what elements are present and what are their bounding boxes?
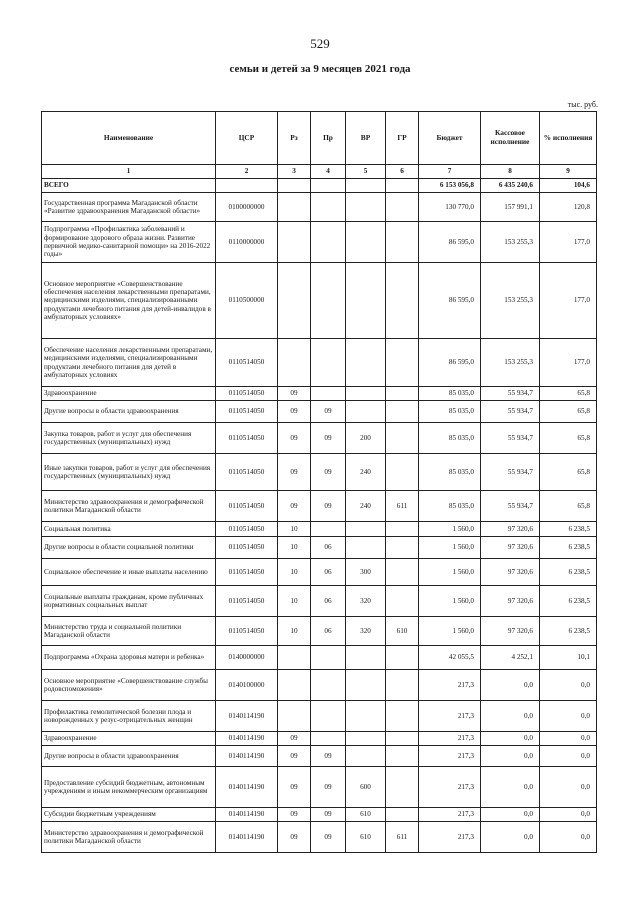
row-name-cell: Социальная политика — [42, 522, 216, 537]
row-gr-cell — [386, 522, 419, 537]
header-row — [42, 112, 597, 165]
row-pct-cell: 6 238,5 — [540, 522, 597, 537]
page-number: 529 — [310, 36, 330, 51]
row-rz-cell — [278, 179, 311, 193]
row-budget-cell: 85 035,0 — [419, 423, 481, 454]
table-row — [42, 646, 597, 670]
row-pct-cell: 6 238,5 — [540, 617, 597, 646]
row-cash-cell: 55 934,7 — [481, 454, 540, 491]
row-budget-cell: 86 595,0 — [419, 222, 481, 263]
row-vr-cell — [346, 387, 386, 401]
row-gr-cell — [386, 670, 419, 701]
row-name-cell: Другие вопросы в области здравоохранения — [42, 401, 216, 423]
row-pct-cell: 0,0 — [540, 701, 597, 732]
row-pct-cell: 0,0 — [540, 746, 597, 767]
row-name-cell: Закупка товаров, работ и услуг для обеспечения государственных (муниципальных) нужд — [42, 423, 216, 454]
row-name-cell: Другие вопросы в области здравоохранения — [42, 746, 216, 767]
row-cash-cell: 4 252,1 — [481, 646, 540, 670]
row-gr-cell — [386, 454, 419, 491]
table-row — [42, 732, 597, 746]
table-row — [42, 586, 597, 617]
row-rz-cell — [278, 222, 311, 263]
row-csr-cell: 0110000000 — [216, 222, 278, 263]
table-row — [42, 559, 597, 586]
row-vr-cell — [346, 222, 386, 263]
row-pct-cell: 177,0 — [540, 222, 597, 263]
row-gr-cell — [386, 767, 419, 808]
col-number: 2 — [216, 165, 278, 179]
row-name-cell: Профилактика гемолитической болезни плода и новорожденных у резус-отрицательных женщин — [42, 701, 216, 732]
row-cash-cell: 0,0 — [481, 822, 540, 853]
row-vr-cell — [346, 179, 386, 193]
row-name-cell: Социальные выплаты гражданам, кроме публичных нормативных социальных выплат — [42, 586, 216, 617]
report-table-container — [41, 111, 597, 853]
row-pct-cell: 177,0 — [540, 263, 597, 339]
row-pr-cell: 06 — [311, 537, 346, 559]
row-pr-cell: 09 — [311, 454, 346, 491]
table-row — [42, 222, 597, 263]
row-csr-cell: 0140100000 — [216, 670, 278, 701]
col-header-vr: ВР — [346, 112, 386, 165]
row-budget-cell: 86 595,0 — [419, 263, 481, 339]
col-header-pr: Пр — [311, 112, 346, 165]
table-row — [42, 454, 597, 491]
row-csr-cell — [216, 179, 278, 193]
row-cash-cell: 55 934,7 — [481, 423, 540, 454]
row-pr-cell — [311, 701, 346, 732]
row-budget-cell: 217,3 — [419, 670, 481, 701]
row-csr-cell: 0110514050 — [216, 423, 278, 454]
row-budget-cell: 217,3 — [419, 732, 481, 746]
row-budget-cell: 1 560,0 — [419, 586, 481, 617]
row-csr-cell: 0110514050 — [216, 586, 278, 617]
row-pr-cell — [311, 339, 346, 387]
row-csr-cell: 0140114190 — [216, 732, 278, 746]
row-rz-cell: 10 — [278, 537, 311, 559]
row-gr-cell — [386, 179, 419, 193]
table-row — [42, 193, 597, 222]
row-rz-cell: 09 — [278, 822, 311, 853]
col-number: 7 — [419, 165, 481, 179]
row-rz-cell — [278, 193, 311, 222]
row-csr-cell: 0110514050 — [216, 491, 278, 522]
row-rz-cell: 09 — [278, 767, 311, 808]
table-row — [42, 522, 597, 537]
table-row — [42, 401, 597, 423]
row-cash-cell: 6 435 240,6 — [481, 179, 540, 193]
row-cash-cell: 153 255,3 — [481, 339, 540, 387]
col-number: 4 — [311, 165, 346, 179]
row-pct-cell: 65,8 — [540, 491, 597, 522]
row-csr-cell: 0110514050 — [216, 559, 278, 586]
row-vr-cell: 600 — [346, 767, 386, 808]
row-gr-cell — [386, 263, 419, 339]
row-vr-cell: 240 — [346, 454, 386, 491]
row-budget-cell: 1 560,0 — [419, 559, 481, 586]
row-cash-cell: 55 934,7 — [481, 491, 540, 522]
row-vr-cell: 610 — [346, 808, 386, 822]
table-body — [42, 165, 597, 853]
row-csr-cell: 0110514050 — [216, 454, 278, 491]
col-header-pct: % исполнения — [540, 112, 597, 165]
row-gr-cell — [386, 808, 419, 822]
row-cash-cell: 97 320,6 — [481, 522, 540, 537]
row-pct-cell: 0,0 — [540, 822, 597, 853]
row-rz-cell: 10 — [278, 617, 311, 646]
row-name-cell: ВСЕГО — [42, 179, 216, 193]
row-name-cell: Здравоохранение — [42, 732, 216, 746]
row-pr-cell — [311, 646, 346, 670]
row-gr-cell — [386, 423, 419, 454]
row-csr-cell: 0110514050 — [216, 522, 278, 537]
row-vr-cell: 200 — [346, 423, 386, 454]
row-rz-cell: 09 — [278, 746, 311, 767]
row-name-cell: Основное мероприятие «Совершенствование обеспечения населения лекарственными препаратами, медицинскими изделиями, специализированными продуктами лечебного питания для детей-инвалидов в амбулаторных условиях» — [42, 263, 216, 339]
row-vr-cell — [346, 522, 386, 537]
row-vr-cell: 240 — [346, 491, 386, 522]
row-cash-cell: 0,0 — [481, 746, 540, 767]
row-cash-cell: 0,0 — [481, 808, 540, 822]
row-vr-cell — [346, 701, 386, 732]
row-pct-cell: 104,6 — [540, 179, 597, 193]
row-vr-cell — [346, 401, 386, 423]
col-number: 6 — [386, 165, 419, 179]
row-budget-cell: 217,3 — [419, 808, 481, 822]
row-pr-cell — [311, 179, 346, 193]
row-budget-cell: 6 153 056,8 — [419, 179, 481, 193]
col-header-csr: ЦСР — [216, 112, 278, 165]
row-pr-cell — [311, 193, 346, 222]
row-csr-cell: 0140000000 — [216, 646, 278, 670]
row-name-cell: Министерство труда и социальной политики Магаданской области — [42, 617, 216, 646]
table-row — [42, 746, 597, 767]
row-cash-cell: 55 934,7 — [481, 401, 540, 423]
row-rz-cell: 09 — [278, 387, 311, 401]
row-name-cell: Министерство здравоохранения и демографической политики Магаданской области — [42, 491, 216, 522]
row-vr-cell — [346, 537, 386, 559]
row-rz-cell: 09 — [278, 732, 311, 746]
row-csr-cell: 0110514050 — [216, 617, 278, 646]
row-vr-cell — [346, 646, 386, 670]
row-budget-cell: 130 770,0 — [419, 193, 481, 222]
row-cash-cell: 97 320,6 — [481, 559, 540, 586]
row-rz-cell: 10 — [278, 586, 311, 617]
row-cash-cell: 97 320,6 — [481, 617, 540, 646]
col-header-budget: Бюджет — [419, 112, 481, 165]
row-budget-cell: 1 560,0 — [419, 617, 481, 646]
row-rz-cell: 09 — [278, 423, 311, 454]
row-pr-cell: 09 — [311, 401, 346, 423]
row-csr-cell: 0110514050 — [216, 339, 278, 387]
row-pr-cell: 09 — [311, 808, 346, 822]
row-budget-cell: 1 560,0 — [419, 522, 481, 537]
col-number: 5 — [346, 165, 386, 179]
row-cash-cell: 0,0 — [481, 670, 540, 701]
row-name-cell: Основное мероприятие «Совершенствование службы родовспоможения» — [42, 670, 216, 701]
row-budget-cell: 85 035,0 — [419, 387, 481, 401]
col-header-name: Наименование — [42, 112, 216, 165]
row-cash-cell: 0,0 — [481, 767, 540, 808]
table-row — [42, 822, 597, 853]
row-vr-cell — [346, 193, 386, 222]
row-rz-cell — [278, 263, 311, 339]
row-pct-cell: 6 238,5 — [540, 537, 597, 559]
row-rz-cell: 09 — [278, 491, 311, 522]
row-budget-cell: 217,3 — [419, 701, 481, 732]
row-rz-cell: 09 — [278, 808, 311, 822]
row-cash-cell: 55 934,7 — [481, 387, 540, 401]
table-row — [42, 263, 597, 339]
col-number: 3 — [278, 165, 311, 179]
row-pr-cell — [311, 387, 346, 401]
row-gr-cell — [386, 746, 419, 767]
row-pr-cell: 06 — [311, 617, 346, 646]
row-pr-cell — [311, 263, 346, 339]
row-pct-cell: 177,0 — [540, 339, 597, 387]
row-name-cell: Обеспечение населения лекарственными препаратами, медицинскими изделиями, специализированными продуктами лечебного питания для детей в амбулаторных условиях — [42, 339, 216, 387]
row-budget-cell: 217,3 — [419, 822, 481, 853]
table-row — [42, 670, 597, 701]
table-row — [42, 387, 597, 401]
table-row — [42, 617, 597, 646]
row-vr-cell: 300 — [346, 559, 386, 586]
row-gr-cell — [386, 732, 419, 746]
table-row — [42, 537, 597, 559]
row-csr-cell: 0110514050 — [216, 401, 278, 423]
row-gr-cell — [386, 559, 419, 586]
row-csr-cell: 0110514050 — [216, 387, 278, 401]
row-name-cell: Социальное обеспечение и иные выплаты населению — [42, 559, 216, 586]
table-row — [42, 701, 597, 732]
row-name-cell: Здравоохранение — [42, 387, 216, 401]
table-row — [42, 767, 597, 808]
row-gr-cell — [386, 401, 419, 423]
row-cash-cell: 153 255,3 — [481, 222, 540, 263]
row-pct-cell: 0,0 — [540, 670, 597, 701]
row-budget-cell: 217,3 — [419, 746, 481, 767]
row-cash-cell: 97 320,6 — [481, 586, 540, 617]
row-vr-cell — [346, 263, 386, 339]
row-budget-cell: 1 560,0 — [419, 537, 481, 559]
row-budget-cell: 85 035,0 — [419, 401, 481, 423]
row-pr-cell: 09 — [311, 746, 346, 767]
row-budget-cell: 85 035,0 — [419, 454, 481, 491]
row-budget-cell: 217,3 — [419, 767, 481, 808]
col-number: 8 — [481, 165, 540, 179]
row-budget-cell: 86 595,0 — [419, 339, 481, 387]
row-pct-cell: 65,8 — [540, 401, 597, 423]
table-row — [42, 491, 597, 522]
row-pct-cell: 6 238,5 — [540, 559, 597, 586]
row-gr-cell: 610 — [386, 617, 419, 646]
row-vr-cell — [346, 732, 386, 746]
table-row — [42, 808, 597, 822]
report-table — [41, 111, 597, 853]
row-pr-cell — [311, 522, 346, 537]
row-name-cell: Государственная программа Магаданской области «Развитие здравоохранения Магаданской области» — [42, 193, 216, 222]
row-name-cell: Подпрограмма «Охрана здоровья матери и ребенка» — [42, 646, 216, 670]
units-label: тыс. руб. — [567, 100, 598, 109]
row-rz-cell: 10 — [278, 522, 311, 537]
row-rz-cell: 10 — [278, 559, 311, 586]
col-number: 9 — [540, 165, 597, 179]
row-rz-cell — [278, 701, 311, 732]
row-vr-cell — [346, 746, 386, 767]
row-gr-cell — [386, 222, 419, 263]
row-name-cell: Министерство здравоохранения и демографической политики Магаданской области — [42, 822, 216, 853]
row-budget-cell: 42 055,5 — [419, 646, 481, 670]
row-pct-cell: 10,1 — [540, 646, 597, 670]
row-rz-cell — [278, 339, 311, 387]
row-gr-cell: 611 — [386, 491, 419, 522]
row-name-cell: Иные закупки товаров, работ и услуг для обеспечения государственных (муниципальных) нужд — [42, 454, 216, 491]
row-pct-cell: 120,8 — [540, 193, 597, 222]
row-name-cell: Субсидии бюджетным учреждениям — [42, 808, 216, 822]
row-vr-cell: 610 — [346, 822, 386, 853]
row-cash-cell: 157 991,1 — [481, 193, 540, 222]
row-budget-cell: 85 035,0 — [419, 491, 481, 522]
row-name-cell: Другие вопросы в области социальной политики — [42, 537, 216, 559]
row-gr-cell — [386, 193, 419, 222]
row-csr-cell: 0140114190 — [216, 822, 278, 853]
row-pct-cell: 0,0 — [540, 767, 597, 808]
row-name-cell: Предоставление субсидий бюджетным, автономным учреждениям и иным некоммерческим организациям — [42, 767, 216, 808]
row-vr-cell — [346, 670, 386, 701]
row-gr-cell — [386, 339, 419, 387]
row-pr-cell — [311, 222, 346, 263]
row-cash-cell: 0,0 — [481, 732, 540, 746]
table-row — [42, 179, 597, 193]
row-pct-cell: 65,8 — [540, 423, 597, 454]
row-pr-cell — [311, 732, 346, 746]
row-gr-cell — [386, 701, 419, 732]
row-pct-cell: 0,0 — [540, 732, 597, 746]
page-title: семьи и детей за 9 месяцев 2021 года — [229, 63, 411, 75]
row-vr-cell — [346, 339, 386, 387]
col-header-gr: ГР — [386, 112, 419, 165]
row-cash-cell: 153 255,3 — [481, 263, 540, 339]
row-pct-cell: 0,0 — [540, 808, 597, 822]
table-row — [42, 339, 597, 387]
row-rz-cell: 09 — [278, 401, 311, 423]
col-header-cash: Кассовое исполнение — [481, 112, 540, 165]
row-pr-cell: 09 — [311, 822, 346, 853]
row-pr-cell: 09 — [311, 767, 346, 808]
row-csr-cell: 0140114190 — [216, 808, 278, 822]
row-pct-cell: 65,8 — [540, 454, 597, 491]
row-pr-cell: 06 — [311, 559, 346, 586]
row-csr-cell: 0110514050 — [216, 537, 278, 559]
row-gr-cell — [386, 537, 419, 559]
row-vr-cell: 320 — [346, 617, 386, 646]
row-cash-cell: 97 320,6 — [481, 537, 540, 559]
col-header-rz: Рз — [278, 112, 311, 165]
row-pct-cell: 65,8 — [540, 387, 597, 401]
row-csr-cell: 0100000000 — [216, 193, 278, 222]
row-pr-cell: 09 — [311, 423, 346, 454]
row-pr-cell: 06 — [311, 586, 346, 617]
row-gr-cell: 611 — [386, 822, 419, 853]
row-gr-cell — [386, 646, 419, 670]
row-rz-cell — [278, 646, 311, 670]
row-csr-cell: 0140114190 — [216, 701, 278, 732]
row-csr-cell: 0140114190 — [216, 767, 278, 808]
col-number: 1 — [42, 165, 216, 179]
column-number-row — [42, 165, 597, 179]
row-cash-cell: 0,0 — [481, 701, 540, 732]
row-name-cell: Подпрограмма «Профилактика заболеваний и формирование здорового образа жизни. Развитие первичной медико-санитарной помощи» на 2016-2022 годы» — [42, 222, 216, 263]
row-pct-cell: 6 238,5 — [540, 586, 597, 617]
row-gr-cell — [386, 387, 419, 401]
row-pr-cell: 09 — [311, 491, 346, 522]
table-row — [42, 423, 597, 454]
row-rz-cell: 09 — [278, 454, 311, 491]
row-csr-cell: 0110500000 — [216, 263, 278, 339]
row-rz-cell — [278, 670, 311, 701]
row-csr-cell: 0140114190 — [216, 746, 278, 767]
row-vr-cell: 320 — [346, 586, 386, 617]
row-gr-cell — [386, 586, 419, 617]
row-pr-cell — [311, 670, 346, 701]
